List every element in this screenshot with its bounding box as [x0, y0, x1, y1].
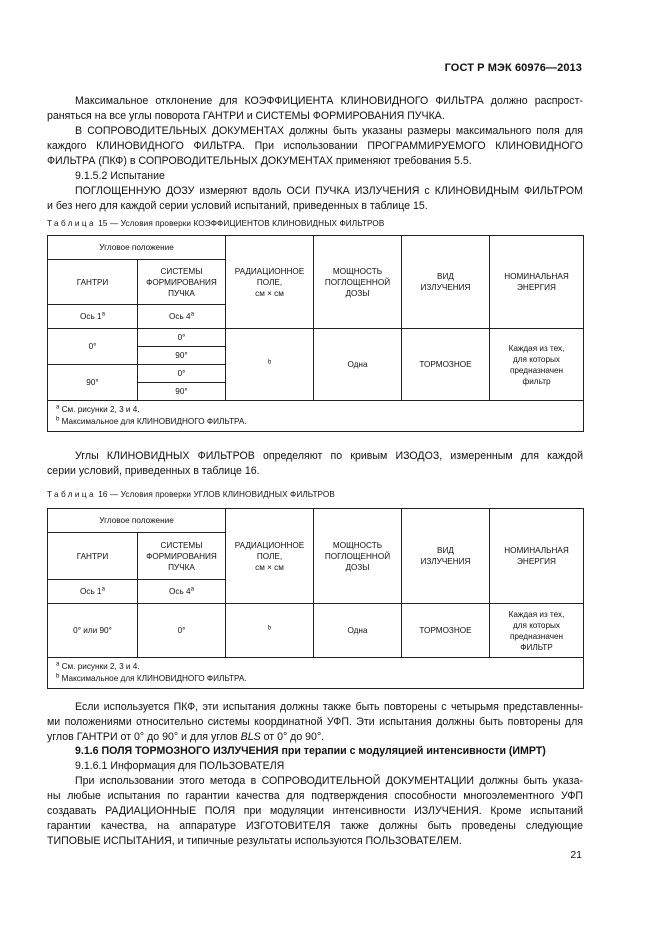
header-angular-position: Угловое положение — [48, 236, 226, 260]
header-line: ПОЛЕ, — [256, 277, 283, 287]
paragraph-pkf-repeat — [47, 700, 583, 745]
header-line: ПУЧКА — [168, 562, 195, 572]
header-nominal-energy — [490, 509, 584, 604]
header-axis-4 — [138, 305, 226, 329]
text-line: В СОПРОВОДИТЕЛЬНЫХ ДОКУМЕНТАХ должны быть указаны размеры максимального поля для — [75, 125, 583, 137]
header-gantry: ГАНТРИ — [48, 260, 138, 305]
header-radiation-type — [402, 236, 490, 329]
note-b — [56, 673, 577, 685]
footnote-mark: b — [56, 673, 60, 680]
note-text: Максимальное для КЛИНОВИДНОГО ФИЛЬТРА. — [59, 417, 247, 426]
energy-line: предназначен — [509, 631, 564, 641]
note-text: Максимальное для КЛИНОВИДНОГО ФИЛЬТРА. — [59, 674, 247, 683]
footnote-mark: a — [56, 404, 60, 411]
header-angular-position: Угловое положение — [48, 509, 226, 533]
caption-word: Таблица — [47, 219, 96, 228]
header-line: ИЗЛУЧЕНИЯ — [420, 283, 471, 292]
header-line: ИЗЛУЧЕНИЯ — [420, 557, 471, 566]
header-dose-rate — [314, 509, 402, 604]
text-line: Углы КЛИНОВИДНЫХ ФИЛЬТРОВ определяют по кривым ИЗОДОЗ, измеренным для каждой — [75, 450, 583, 462]
text-line: ФИЛЬТРА (ПКФ) в СОПРОВОДИТЕЛЬНЫХ ДОКУМЕНТАХ применяют требования 5.5. — [47, 155, 472, 167]
paragraph-absorbed-dose — [47, 184, 583, 214]
text-line: каждого КЛИНОВИДНОГО ФИЛЬТРА. При использовании ПРОГРАММИРУЕМОГО КЛИНОВИДНОГО — [47, 140, 583, 152]
energy-line: предназначен — [509, 365, 564, 375]
cell-radiation-type: ТОРМОЗНОЕ — [402, 604, 490, 658]
footnote-mark: a — [101, 586, 105, 593]
text-line: гарантии качества, на аппаратуре ИЗГОТОВИТЕЛЯ также должны быть проведены следующие — [47, 820, 583, 832]
note-b — [56, 416, 577, 428]
cell-bls: 0° — [138, 365, 226, 383]
header-line: ПОЛЕ, — [256, 551, 283, 561]
footnote-mark: b — [267, 625, 272, 632]
cell-gantry: 0° или 90° — [48, 604, 138, 658]
footnote-mark: b — [56, 416, 60, 423]
energy-line: фильтр — [522, 376, 551, 386]
header-line: РАДИАЦИОННОЕ — [234, 540, 305, 550]
paragraph-accompanying-documents — [47, 124, 583, 169]
header-axis-1 — [48, 580, 138, 604]
header-line: см × см — [255, 562, 284, 572]
text-line: ны любые испытания по гарантии качества для подтверждения способности многоэлементного УФП — [47, 790, 583, 802]
cell-bls: 90° — [138, 383, 226, 401]
section-9-1-6-heading: 9.1.6 ПОЛЯ ТОРМОЗНОГО ИЗЛУЧЕНИЯ при терапии с модуляцией интенсивности (ИМРТ) — [75, 745, 546, 757]
header-axis-4 — [138, 580, 226, 604]
header-axis-1 — [48, 305, 138, 329]
standard-designation: ГОСТ Р МЭК 60976—2013 — [444, 62, 582, 74]
cell-bls: 0° — [138, 604, 226, 658]
energy-line: Каждая из тех, — [508, 343, 565, 353]
header-beam-limiting-system — [138, 260, 226, 305]
text-line: и без него для каждой серии условий испытаний, приведенных в таблице 15. — [47, 200, 428, 212]
header-line: НОМИНАЛЬНАЯ — [504, 272, 569, 281]
note-text: См. рисунки 2, 3 и 4. — [59, 405, 140, 414]
footnote-mark: a — [190, 311, 194, 318]
axis-label: Ось 1 — [80, 312, 102, 321]
header-line: СИСТЕМЫ — [160, 540, 203, 550]
header-line: ЭНЕРГИЯ — [517, 283, 556, 292]
energy-line: Каждая из тех, — [508, 609, 565, 619]
footnote-mark: a — [56, 661, 60, 668]
energy-line: для которых — [512, 620, 561, 630]
header-line: МОЩНОСТЬ — [332, 540, 383, 550]
table-15-notes — [48, 401, 584, 432]
axis-label: Ось 4 — [169, 312, 191, 321]
cell-bls: 0° — [138, 329, 226, 347]
table-15 — [47, 235, 584, 432]
cell-radiation-type: ТОРМОЗНОЕ — [402, 329, 490, 401]
text-span: от 0° до 90°. — [260, 731, 325, 743]
header-line: СИСТЕМЫ — [160, 266, 203, 276]
cell-energy — [490, 329, 584, 401]
cell-bls: 90° — [138, 347, 226, 365]
text-line: Максимальное отклонение для КОЭФФИЦИЕНТА КЛИНОВИДНОГО ФИЛЬТРА должно распрост- — [75, 95, 583, 107]
cell-field — [226, 329, 314, 401]
cell-gantry: 0° — [48, 329, 138, 365]
footnote-mark: a — [190, 586, 194, 593]
header-radiation-type — [402, 509, 490, 604]
header-line: ВИД — [437, 546, 454, 555]
text-line: При использовании этого метода в СОПРОВОДИТЕЛЬНОЙ ДОКУМЕНТАЦИИ должны быть указа- — [75, 775, 583, 787]
text-line: раняться на все углы поворота ГАНТРИ и СИСТЕМЫ ФОРМИРОВАНИЯ ПУЧКА. — [47, 110, 445, 122]
text-line: ми положениями относительно системы координатной УФП. Эти испытания должны быть повторены для — [47, 716, 583, 728]
page-number: 21 — [570, 849, 582, 861]
footnote-mark: b — [267, 359, 272, 366]
text-line: ПОГЛОЩЕННУЮ ДОЗУ измеряют вдоль ОСИ ПУЧКА ИЗЛУЧЕНИЯ с КЛИНОВИДНЫМ ФИЛЬТРОМ — [75, 185, 583, 197]
text-line: серии условий, приведенных в таблице 16. — [47, 465, 260, 477]
header-radiation-field — [226, 509, 314, 604]
cell-dose: Одна — [314, 604, 402, 658]
text-line: ТИПОВЫЕ ИСПЫТАНИЯ, и типичные результаты используются ПОЛЬЗОВАТЕЛЕМ. — [47, 835, 462, 847]
table-16-notes — [48, 658, 584, 689]
energy-line: ФИЛЬТР — [520, 642, 553, 652]
section-9-1-6-1: 9.1.6.1 Информация для ПОЛЬЗОВАТЕЛЯ — [75, 760, 285, 772]
header-line: см × см — [255, 288, 284, 298]
note-text: См. рисунки 2, 3 и 4. — [59, 662, 140, 671]
text-line — [47, 730, 583, 745]
text-span: углов ГАНТРИ от 0° до 90° и для углов — [47, 731, 241, 743]
caption-text: 15 — Условия проверки КОЭФФИЦИЕНТОВ КЛИНОВИДНЫХ ФИЛЬТРОВ — [95, 219, 385, 228]
header-line: НОМИНАЛЬНАЯ — [504, 546, 569, 555]
header-line: МОЩНОСТЬ — [332, 266, 383, 276]
energy-line: для которых — [512, 354, 561, 364]
cell-gantry: 90° — [48, 365, 138, 401]
header-gantry: ГАНТРИ — [48, 533, 138, 580]
header-line: ДОЗЫ — [345, 288, 370, 298]
caption-text: 16 — Условия проверки УГЛОВ КЛИНОВИДНЫХ ФИЛЬТРОВ — [95, 490, 335, 499]
note-a — [56, 661, 577, 673]
header-line: ДОЗЫ — [345, 562, 370, 572]
paragraph-wedge-angles — [47, 449, 583, 479]
section-9-1-5-2: 9.1.5.2 Испытание — [75, 170, 165, 182]
cell-energy — [490, 604, 584, 658]
header-line: ПОГЛОЩЕННОЙ — [324, 551, 391, 561]
text-span-italic: BLS — [240, 731, 261, 743]
header-line: РАДИАЦИОННОЕ — [234, 266, 305, 276]
header-line: ФОРМИРОВАНИЯ — [146, 551, 217, 561]
header-line: ФОРМИРОВАНИЯ — [146, 277, 217, 287]
header-line: ПОГЛОЩЕННОЙ — [324, 277, 391, 287]
caption-word: Таблица — [47, 490, 96, 499]
table-16-caption — [47, 490, 335, 499]
cell-field — [226, 604, 314, 658]
header-dose-rate — [314, 236, 402, 329]
header-nominal-energy — [490, 236, 584, 329]
footnote-mark: a — [101, 311, 105, 318]
axis-label: Ось 4 — [169, 587, 191, 596]
table-15-caption — [47, 219, 384, 228]
paragraph-imrt-qa — [47, 774, 583, 849]
header-line: ЭНЕРГИЯ — [517, 557, 556, 566]
note-a — [56, 404, 577, 416]
header-line: ВИД — [437, 272, 454, 281]
header-radiation-field — [226, 236, 314, 329]
table-16 — [47, 508, 584, 689]
text-line: Если используется ПКФ, эти испытания должны также быть повторены с четырьмя представленны- — [75, 701, 583, 713]
paragraph-max-deviation — [47, 94, 583, 124]
header-beam-limiting-system — [138, 533, 226, 580]
header-line: ПУЧКА — [168, 288, 195, 298]
cell-dose: Одна — [314, 329, 402, 401]
text-line: создавать РАДИАЦИОННЫЕ ПОЛЯ при модуляции интенсивности ИЗЛУЧЕНИЯ. Кроме испытаний — [47, 805, 583, 817]
axis-label: Ось 1 — [80, 587, 102, 596]
